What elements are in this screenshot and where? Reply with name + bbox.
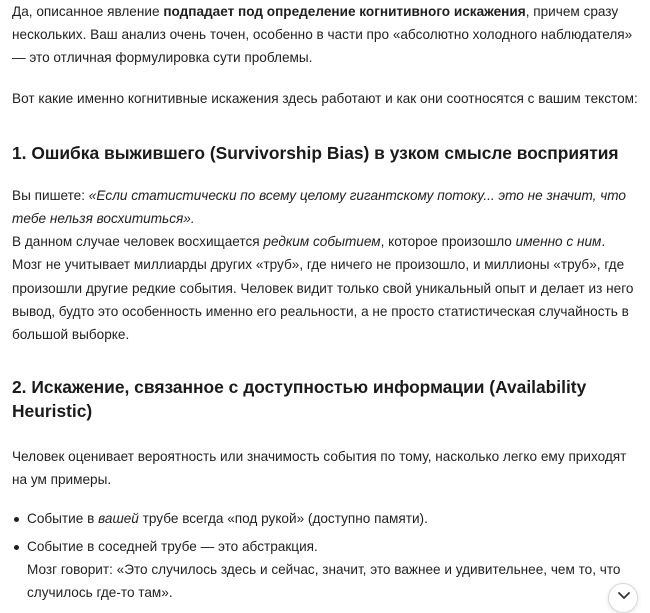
intro-bold: подпадает под определение когнитивного искажения xyxy=(163,4,526,19)
intro-paragraph: Да, описанное явление подпадает под определение когнитивного искажения, причем сразу нескольких. Ваш анализ очень точен, особенно в части про «абсолютно холодного наблюдателя» — это отличная формулировка сути проблемы. xyxy=(12,4,633,66)
section-1-body xyxy=(12,184,638,346)
section-2-heading: 2. Искажение, связанное с доступностью информации (Availability Heuristic) xyxy=(12,377,587,422)
chevron-down-icon xyxy=(617,591,631,601)
chat-message xyxy=(12,0,638,609)
scroll-down-button[interactable] xyxy=(608,583,638,613)
section-2-body: Человек оценивает вероятность или значимость события по тому, насколько легко ему приходят на ум примеры. xyxy=(12,449,627,488)
lead-paragraph: Вот какие именно когнитивные искажения здесь работают и как они соотносятся с вашим текстом: xyxy=(12,90,638,106)
quote-text: «Если статистически по всему целому гигантскому потоку... это не значит, что тебе нельзя восхититься». xyxy=(12,187,626,227)
explanation-paragraph: В данном случае человек восхищается редким событием, которое произошло именно с ним. Мозг не учитывает миллиарды других «труб», где ничего не произошло, и миллионы «труб», где произошли другие редкие события. Человек видит только свой уникальный опыт и делает из него вывод, будто это особенность именно его реальности, а не просто статистическая случайность в большой выборке. xyxy=(12,234,634,343)
list-item: Событие в вашей трубе всегда «под рукой» (доступно памяти). xyxy=(12,507,638,530)
section-1-heading: 1. Ошибка выжившего (Survivorship Bias) в узком смысле восприятия xyxy=(12,142,619,163)
list-item: Событие в соседней трубе — это абстракция. Мозг говорит: «Это случилось здесь и сейчас, значит, это важнее и удивительнее, чем то, что случилось где-то там». xyxy=(12,535,638,605)
quote-paragraph: Вы пишете: «Если статистически по всему целому гигантскому потоку... это не значит, что тебе нельзя восхититься». xyxy=(12,187,626,227)
bullet-list xyxy=(12,507,638,605)
